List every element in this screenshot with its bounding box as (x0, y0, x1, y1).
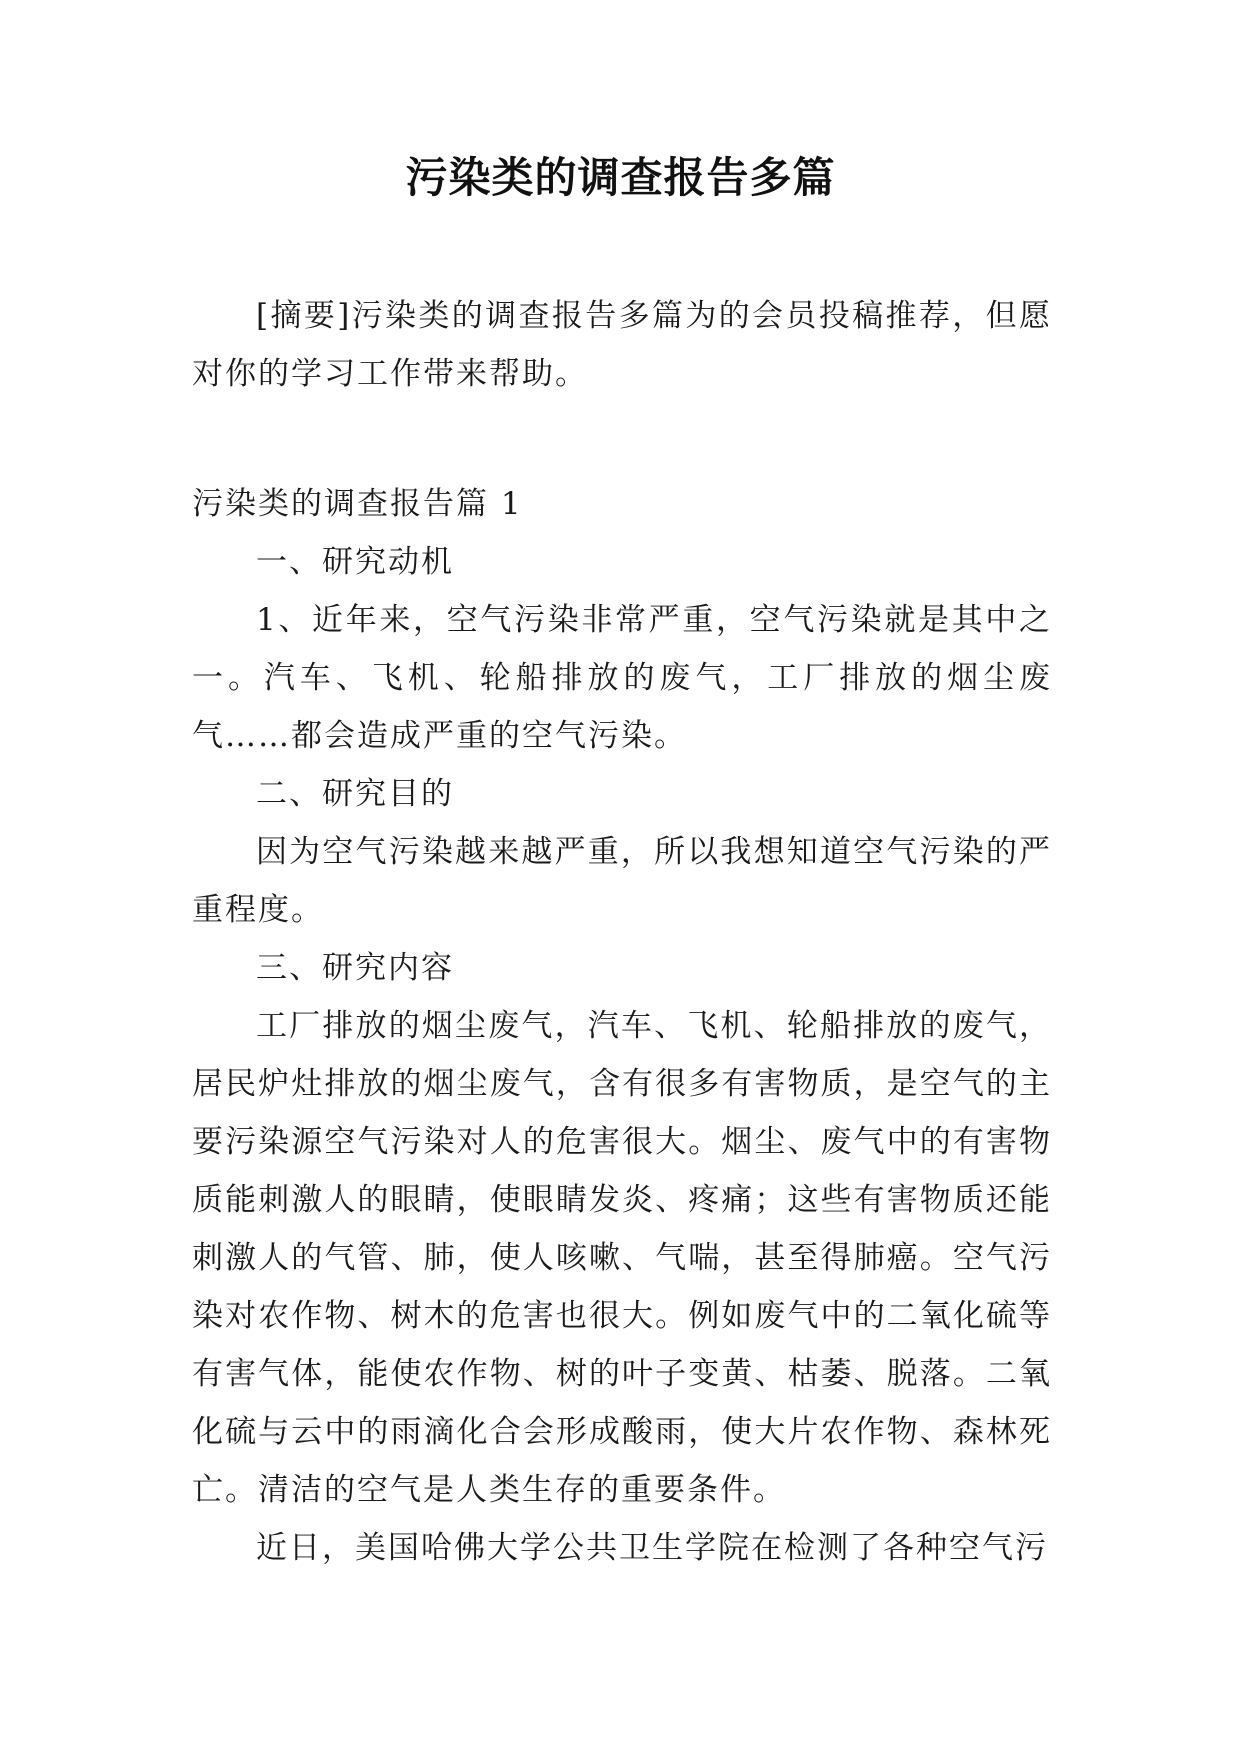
paragraph-purpose-text: 因为空气污染越来越严重，所以我想知道空气污染的严重程度。 (192, 834, 1052, 928)
summary-paragraph: [摘要]污染类的调查报告多篇为的会员投稿推荐，但愿对你的学习工作带来帮助。 (192, 298, 1052, 392)
paragraph-harvard-text: 近日，美国哈佛大学公共卫生学院在检测了各种空气污 (256, 1530, 1048, 1566)
heading-research-purpose: 二、研究目的 (256, 776, 454, 812)
document-title: 污染类的调查报告多篇 (405, 153, 836, 202)
heading-research-motive: 一、研究动机 (256, 544, 454, 580)
section-title: 污染类的调查报告篇 1 (192, 486, 523, 522)
paragraph-content-text: 工厂排放的烟尘废气，汽车、飞机、轮船排放的废气，居民炉灶排放的烟尘废气，含有很多有害物质，是空气的主要污染源空气污染对人的危害很大。烟尘、废气中的有害物质能刺激人的眼睛，使眼睛发炎、疼痛；这些有害物质还能刺激人的气管、肺，使人咳嗽、气喘，甚至得肺癌。空气污染对农作物、树木的危害也很大。例如废气中的二氧化硫等有害气体，能使农作物、树的叶子变黄、枯萎、脱落。二氧化硫与云中的雨滴化合会形成酸雨，使大片农作物、森林死亡。清洁的空气是人类生存的重要条件。 (192, 1008, 1052, 1508)
document-body (192, 287, 1052, 1577)
paragraph-spacer (192, 403, 1052, 475)
paragraph-motive-text: 1、近年来，空气污染非常严重，空气污染就是其中之一。汽车、飞机、轮船排放的废气，工厂排放的烟尘废气……都会造成严重的空气污染。 (192, 602, 1052, 754)
heading-research-content: 三、研究内容 (256, 950, 454, 986)
